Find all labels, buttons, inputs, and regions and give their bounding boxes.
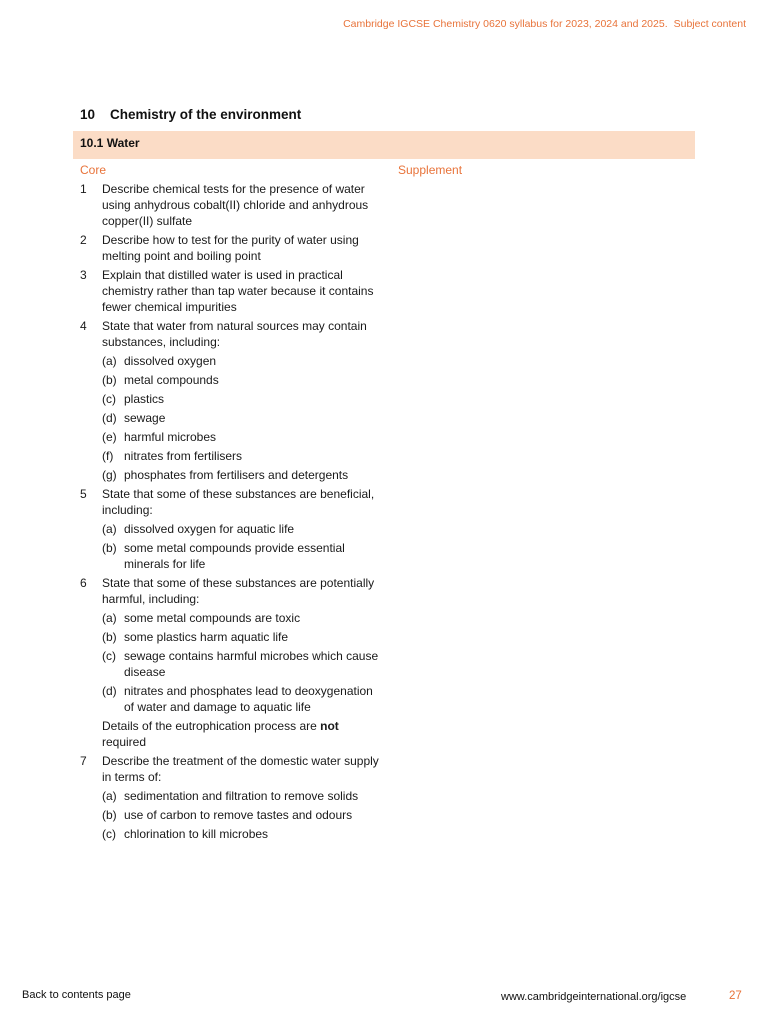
sub-item-text: dissolved oxygen (124, 354, 217, 368)
sub-item-text: sewage contains harmful microbes which cause disease (124, 649, 379, 679)
core-item-row (80, 318, 380, 350)
chapter-number: 10 (80, 107, 96, 122)
supplement-column-heading: Supplement (398, 163, 463, 177)
sub-item-label: (e) (102, 430, 117, 444)
item-number: 5 (80, 487, 87, 501)
sub-item (102, 410, 380, 426)
item-text: Explain that distilled water is used in practical chemistry rather than tap water because it contains fewer chemical impurities (102, 268, 374, 314)
item-number: 6 (80, 576, 87, 590)
sub-item-label: (b) (102, 630, 117, 644)
item-number: 3 (80, 268, 87, 282)
page-number: 27 (729, 990, 742, 1002)
chapter-heading (80, 107, 301, 122)
item-text: Describe how to test for the purity of water using melting point and boiling point (102, 233, 359, 263)
sub-item-label: (b) (102, 373, 117, 387)
sub-item-text: sedimentation and filtration to remove solids (124, 789, 359, 803)
item-text: State that water from natural sources may contain substances, including: (102, 319, 367, 349)
sub-item (102, 648, 380, 680)
sub-item-text: sewage (124, 411, 166, 425)
sub-item (102, 788, 380, 804)
core-item (80, 486, 380, 572)
item-number: 4 (80, 319, 87, 333)
sub-item (102, 448, 380, 464)
sub-item-label: (f) (102, 449, 114, 463)
sub-item-text: use of carbon to remove tastes and odours (124, 808, 353, 822)
back-to-contents-link[interactable]: Back to contents page (22, 989, 131, 1001)
sub-item (102, 521, 380, 537)
website-link[interactable]: www.cambridgeinternational.org/igcse (501, 991, 687, 1003)
sub-item (102, 540, 380, 572)
core-item-row (80, 181, 380, 229)
sub-item (102, 826, 380, 842)
sub-item-label: (d) (102, 684, 117, 698)
sub-item-label: (c) (102, 649, 116, 663)
item-note (102, 718, 380, 750)
core-item (80, 753, 380, 842)
sub-item-text: some plastics harm aquatic life (124, 630, 289, 644)
core-item-row (80, 575, 380, 607)
sub-item (102, 467, 380, 483)
note-text: Details of the eutrophication process are (102, 719, 321, 733)
item-text: Describe the treatment of the domestic water supply in terms of: (102, 754, 379, 784)
sub-item-label: (a) (102, 522, 117, 536)
sub-item-label: (a) (102, 789, 117, 803)
core-item (80, 267, 380, 315)
sub-item-label: (d) (102, 411, 117, 425)
core-item-row (80, 753, 380, 785)
chapter-title: Chemistry of the environment (110, 107, 302, 122)
sub-item (102, 610, 380, 626)
sub-item-text: chlorination to kill microbes (124, 827, 269, 841)
sub-item-text: metal compounds (124, 373, 219, 387)
section-label: 10.1 Water (80, 136, 140, 150)
running-header (343, 18, 746, 30)
sub-item-text: phosphates from fertilisers and detergents (124, 468, 349, 482)
sub-item-text: nitrates and phosphates lead to deoxygenation of water and damage to aquatic life (124, 684, 373, 714)
sub-item (102, 429, 380, 445)
sub-item-text: nitrates from fertilisers (124, 449, 243, 463)
sub-item (102, 391, 380, 407)
core-item-row (80, 486, 380, 518)
item-number: 1 (80, 182, 87, 196)
syllabus-title: Cambridge IGCSE Chemistry 0620 syllabus for 2023, 2024 and 2025. (343, 18, 668, 30)
core-column-heading: Core (80, 163, 107, 177)
sub-item-label: (g) (102, 468, 117, 482)
core-item-row (80, 232, 380, 264)
core-item (80, 575, 380, 750)
item-text: State that some of these substances are potentially harmful, including: (102, 576, 375, 606)
item-number: 7 (80, 754, 87, 768)
sub-item (102, 683, 380, 715)
item-number: 2 (80, 233, 87, 247)
header-section: Subject content (673, 18, 746, 30)
sub-item-label: (a) (102, 611, 117, 625)
core-list (80, 181, 380, 845)
core-item (80, 181, 380, 229)
sub-item-label: (b) (102, 541, 117, 555)
sub-item-text: some metal compounds provide essential minerals for life (124, 541, 345, 571)
sub-item-label: (c) (102, 827, 116, 841)
core-item-row (80, 267, 380, 315)
sub-item (102, 353, 380, 369)
sub-item-text: some metal compounds are toxic (124, 611, 301, 625)
sub-item-text: harmful microbes (124, 430, 217, 444)
sub-item-text: plastics (124, 392, 165, 406)
sub-item-text: dissolved oxygen for aquatic life (124, 522, 295, 536)
sub-item-label: (c) (102, 392, 116, 406)
sub-item (102, 807, 380, 823)
sub-item (102, 629, 380, 645)
section-bar (73, 131, 695, 159)
note-text-end: required (102, 735, 147, 749)
sub-item (102, 372, 380, 388)
item-text: State that some of these substances are beneficial, including: (102, 487, 375, 517)
note-emphasis: not (320, 719, 339, 733)
core-item (80, 318, 380, 483)
core-item (80, 232, 380, 264)
sub-item-label: (b) (102, 808, 117, 822)
sub-item-label: (a) (102, 354, 117, 368)
item-text: Describe chemical tests for the presence of water using anhydrous cobalt(II) chloride and anhydrous copper(II) sulfate (102, 182, 369, 228)
